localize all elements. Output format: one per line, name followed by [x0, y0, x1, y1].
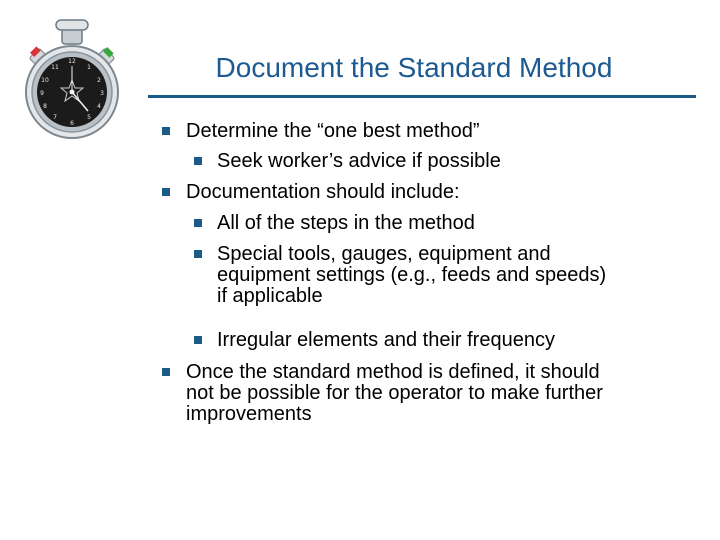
bullet-item [217, 244, 606, 307]
bullet-marker-icon [194, 219, 202, 227]
slide-title: Document the Standard Method [215, 52, 613, 83]
bullet-text-line: equipment settings (e.g., feeds and speeds) [217, 264, 607, 286]
bullet-text-line: if applicable [217, 285, 323, 307]
title-underline [148, 95, 696, 98]
svg-text:10: 10 [41, 77, 49, 84]
bullet-marker-icon [194, 250, 202, 258]
bullet-text-line: not be possible for the operator to make further [186, 382, 603, 404]
bullet-item [217, 213, 475, 234]
bullet-item [186, 182, 460, 203]
stopwatch-icon [22, 18, 122, 150]
bullet-marker-icon [162, 368, 170, 376]
bullet-text: Determine the “one best method” [186, 120, 480, 142]
bullet-marker-icon [162, 188, 170, 196]
svg-text:9: 9 [40, 90, 44, 97]
svg-text:3: 3 [100, 90, 104, 97]
bullet-item [217, 151, 501, 172]
svg-text:6: 6 [70, 120, 74, 127]
bullet-text: All of the steps in the method [217, 212, 475, 234]
bullet-marker-icon [194, 336, 202, 344]
svg-text:12: 12 [68, 58, 76, 65]
bullet-text-line: Once the standard method is defined, it should [186, 361, 600, 383]
svg-text:7: 7 [53, 114, 57, 121]
bullet-item [217, 330, 555, 351]
bullet-item [186, 121, 480, 142]
bullet-item [186, 362, 603, 425]
bullet-text-line: Special tools, gauges, equipment and [217, 243, 551, 265]
svg-text:1: 1 [87, 64, 91, 71]
bullet-text: Irregular elements and their frequency [217, 329, 555, 351]
bullet-marker-icon [162, 127, 170, 135]
svg-text:2: 2 [97, 77, 101, 84]
bullet-text: Seek worker’s advice if possible [217, 150, 501, 172]
svg-text:5: 5 [87, 114, 91, 121]
bullet-marker-icon [194, 157, 202, 165]
svg-text:8: 8 [43, 103, 47, 110]
svg-text:11: 11 [51, 64, 59, 71]
svg-text:4: 4 [97, 103, 101, 110]
bullet-text: Documentation should include: [186, 181, 460, 203]
bullet-text-line: improvements [186, 403, 312, 425]
